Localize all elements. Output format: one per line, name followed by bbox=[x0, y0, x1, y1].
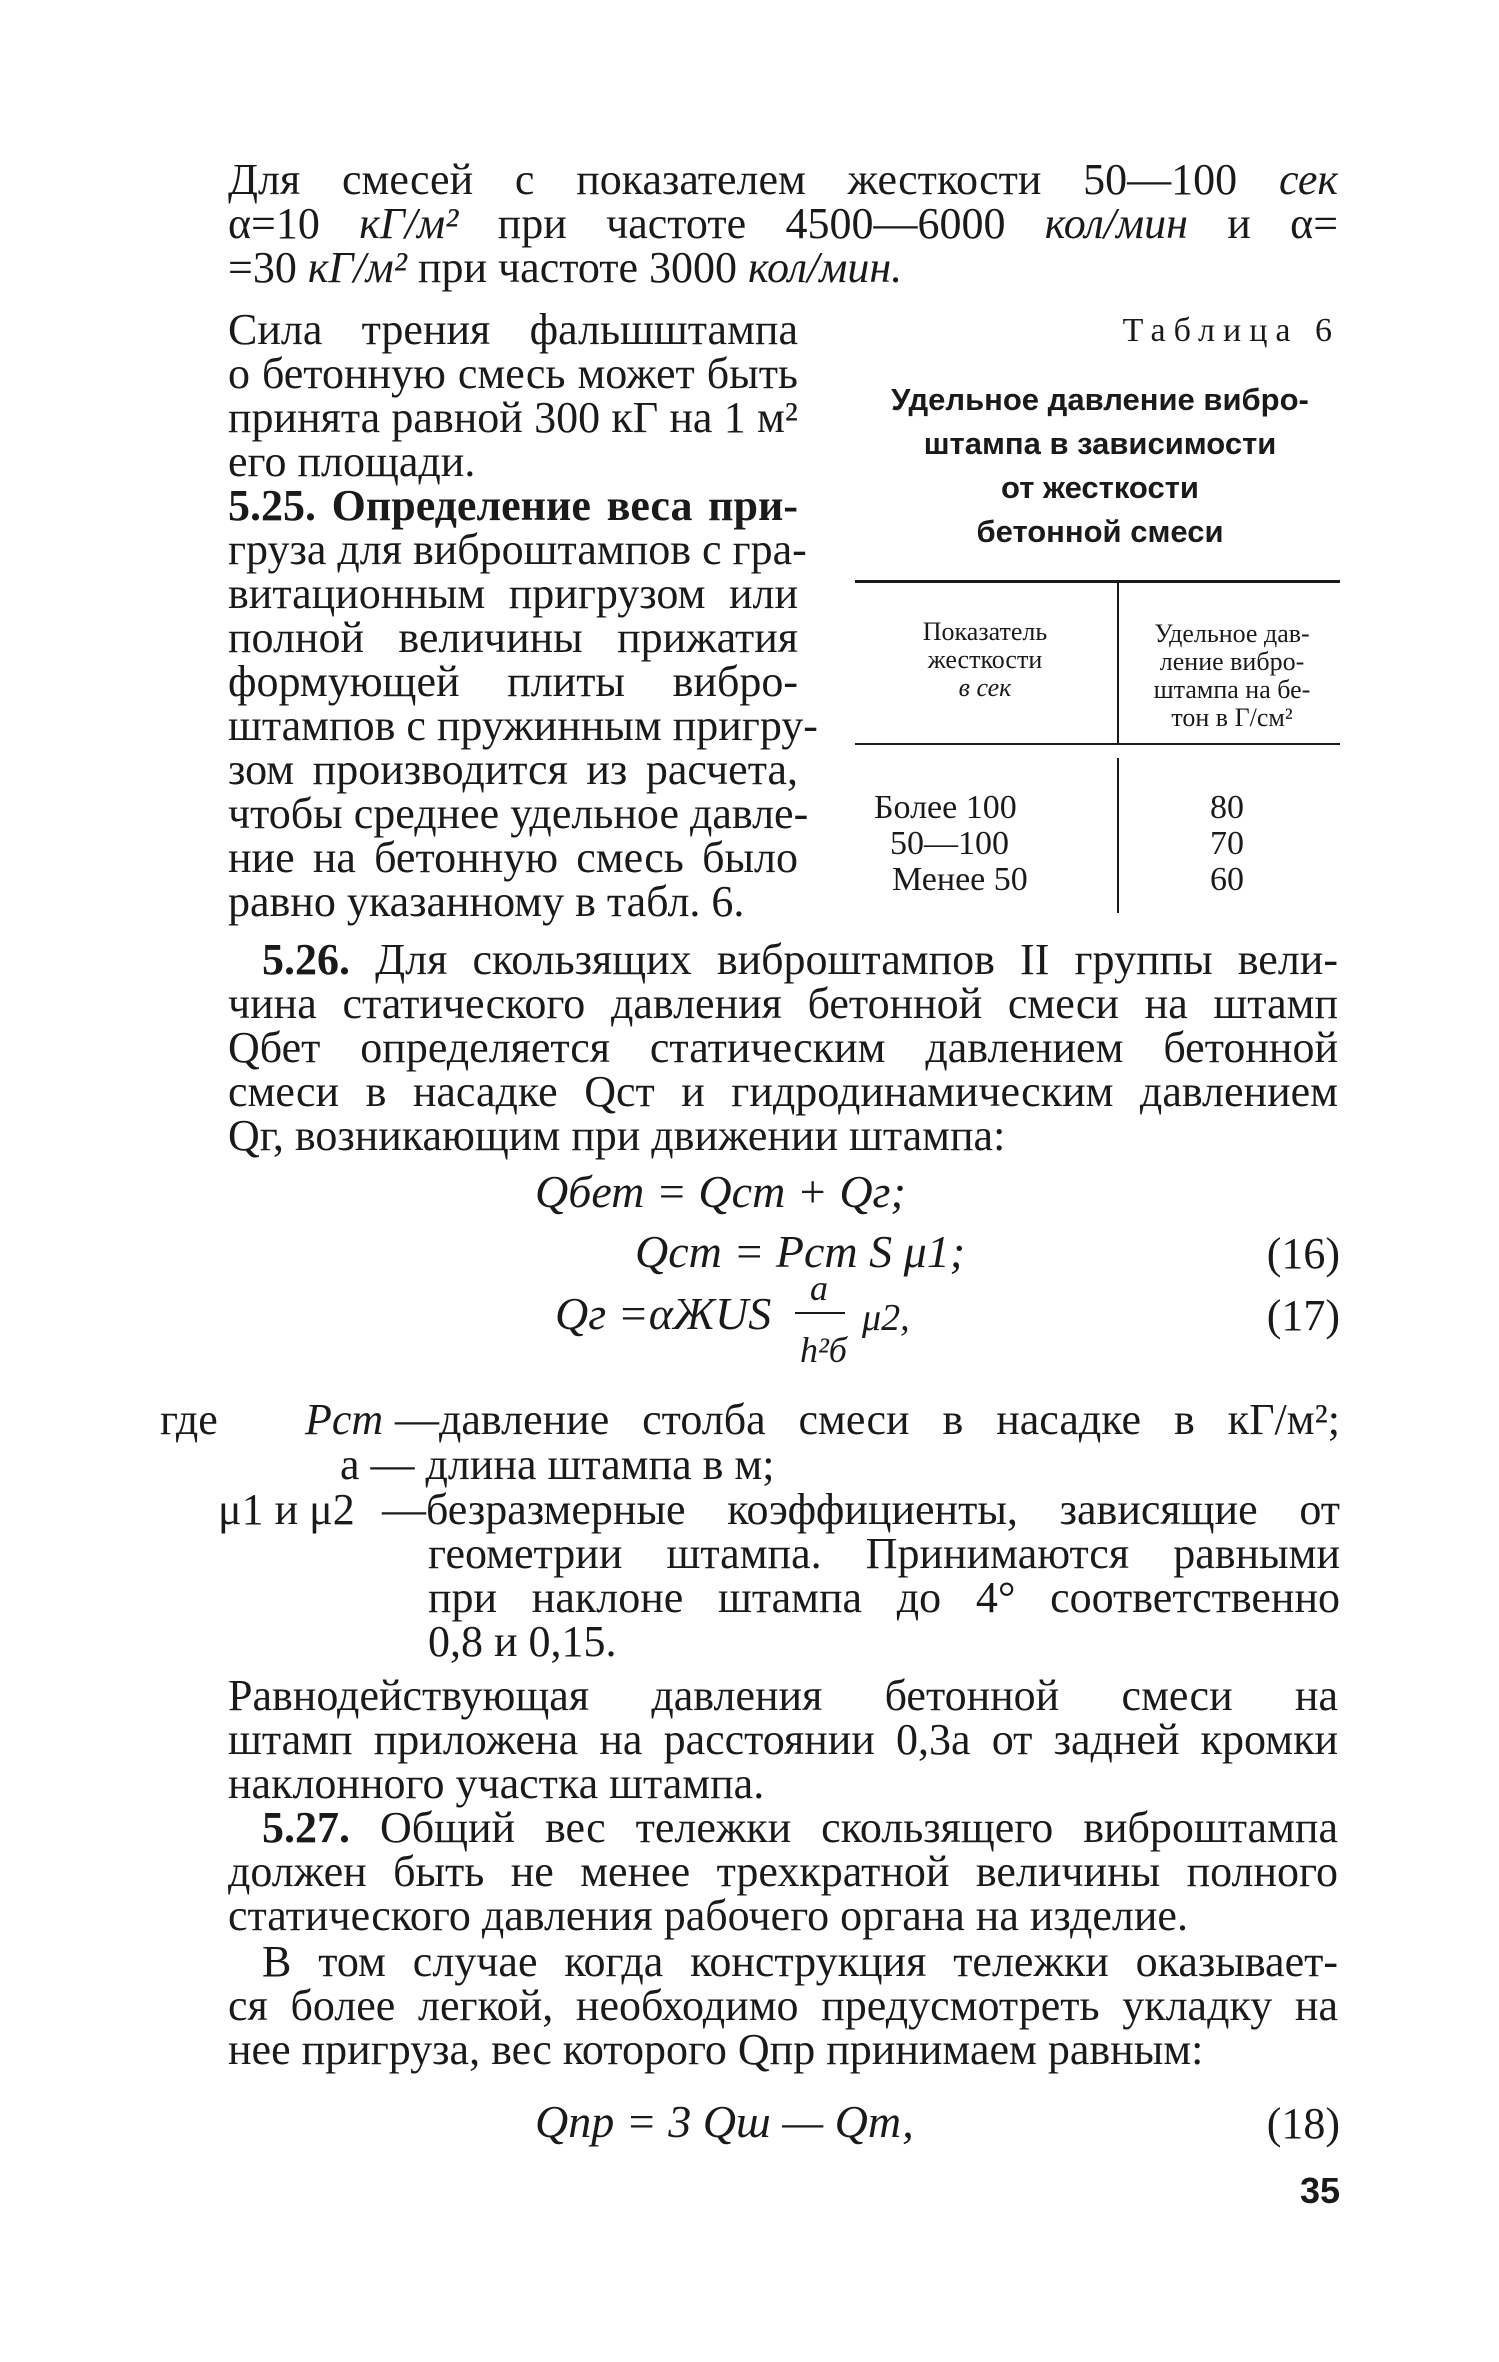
intro-text: при частоте 3000 bbox=[417, 243, 738, 292]
table-header-text: в сек bbox=[958, 673, 1012, 702]
table-header-text: тон в Г/см² bbox=[1171, 703, 1293, 732]
table-header-text: Удельное дав- bbox=[1154, 619, 1310, 648]
table-caption: бетонной смеси bbox=[976, 514, 1224, 549]
table-header-text: ление вибро- bbox=[1159, 647, 1305, 676]
intro-line-2 bbox=[228, 199, 1339, 248]
definition-symbol: Pст bbox=[305, 1395, 384, 1444]
section-527-line: статического давления рабочего органа на изделие. bbox=[228, 1891, 1188, 1940]
intro-text: α=10 bbox=[228, 199, 320, 248]
definition-text: геометрии штампа. Принимаются равными bbox=[428, 1529, 1340, 1578]
left-line: равно указанному в табл. 6. bbox=[228, 877, 745, 926]
table-header-divider bbox=[1117, 583, 1119, 743]
closing-line: нее пригруза, вес которого Qпр принимаем равным: bbox=[228, 2025, 1204, 2074]
equation-17-numerator: a bbox=[810, 1268, 828, 1308]
table-cell-pressure: 70 bbox=[1210, 825, 1244, 862]
table-cell-stiffness: Менее 50 bbox=[892, 861, 1028, 898]
left-line: ние на бетонную смесь было bbox=[228, 833, 798, 882]
left-line: витационным пригрузом или bbox=[228, 569, 798, 618]
resultant-line: штамп приложена на расстоянии 0,3a от задней кромки bbox=[228, 1715, 1338, 1764]
intro-unit: кГ/м² bbox=[359, 199, 459, 248]
left-line: его площади. bbox=[228, 437, 476, 486]
equation-number-16: (16) bbox=[1266, 1229, 1340, 1278]
equation-17-denominator: h²б bbox=[800, 1330, 847, 1370]
definitions-where: где bbox=[160, 1395, 218, 1444]
closing-line: В том случае когда конструкция тележки оказывает- bbox=[262, 1937, 1338, 1986]
section-526-line: Qбет определяется статическим давлением бетонной bbox=[228, 1023, 1338, 1072]
left-line: зом производится из расчета, bbox=[228, 745, 798, 794]
left-line: груза для виброштампов с гра- bbox=[228, 525, 807, 574]
equation-17-fraction-bar bbox=[795, 1312, 845, 1314]
equation-16: Qст = Pст S μ1; bbox=[635, 1226, 966, 1277]
intro-unit: кГ/м² bbox=[307, 243, 407, 292]
intro-text: Для смесей с показателем жесткости 50—100 bbox=[228, 155, 1238, 204]
section-527-line-1 bbox=[262, 1803, 1339, 1852]
left-line: принята равной 300 кГ на 1 м² bbox=[228, 393, 798, 442]
definition-text: a — длина штампа в м; bbox=[340, 1440, 775, 1489]
section-526-line: смеси в насадке Qст и гидродинамическим давлением bbox=[228, 1067, 1338, 1116]
table-header-left bbox=[860, 618, 1110, 702]
section-527-line: должен быть не менее трехкратной величины полного bbox=[228, 1847, 1338, 1896]
closing-line: ся более легкой, необходимо предусмотреть укладку на bbox=[228, 1981, 1338, 2030]
definition-symbol: μ1 и μ2 bbox=[218, 1485, 355, 1534]
intro-text: =30 bbox=[228, 243, 297, 292]
section-text: Общий вес тележки скользящего виброштампа bbox=[379, 1803, 1339, 1852]
intro-unit: кол/мин. bbox=[748, 243, 903, 292]
section-526-line-1 bbox=[262, 935, 1338, 984]
definition-text: —давление столба смеси в насадке в кГ/м²; bbox=[395, 1395, 1340, 1444]
table-cell-pressure: 80 bbox=[1210, 789, 1244, 826]
left-line: штампов с пружинным пригру- bbox=[228, 701, 818, 750]
table-number: Таблица 6 bbox=[1122, 312, 1340, 349]
section-number: 5.26. bbox=[262, 935, 350, 984]
table-cell-stiffness: Более 100 bbox=[874, 789, 1017, 826]
table-cell-pressure: 60 bbox=[1210, 861, 1244, 898]
table-top-rule bbox=[855, 580, 1340, 583]
definition-text: 0,8 и 0,15. bbox=[428, 1617, 617, 1666]
equation-18: Qпр = 3 Qш — Qт, bbox=[535, 2096, 914, 2147]
intro-text: и α= bbox=[1227, 199, 1339, 248]
definition-text: при наклоне штампа до 4° соответственно bbox=[428, 1573, 1340, 1622]
resultant-line: наклонного участка штампа. bbox=[228, 1759, 765, 1808]
page-number: 35 bbox=[1299, 2170, 1340, 2211]
definition-text: —безразмерные коэффициенты, зависящие от bbox=[382, 1485, 1340, 1534]
intro-unit: сек bbox=[1278, 155, 1338, 204]
table-header-text: жесткости bbox=[927, 645, 1043, 674]
resultant-line: Равнодействующая давления бетонной смеси на bbox=[228, 1671, 1338, 1720]
intro-line-3 bbox=[228, 243, 1338, 292]
left-line: о бетонную смесь может быть bbox=[228, 349, 798, 398]
equation-17-right: μ2, bbox=[862, 1297, 910, 1339]
equation-number-18: (18) bbox=[1266, 2099, 1340, 2148]
intro-text: при частоте 4500—6000 bbox=[497, 199, 1006, 248]
left-line: формующей плиты вибро- bbox=[228, 657, 798, 706]
left-line: чтобы среднее удельное давле- bbox=[228, 789, 809, 838]
table-header-text: штампа на бе- bbox=[1153, 675, 1311, 704]
left-line: полной величины прижатия bbox=[228, 613, 798, 662]
intro-line-1 bbox=[228, 155, 1338, 204]
equation-qbet: Qбет = Qст + Qг; bbox=[535, 1166, 906, 1217]
table-caption: от жесткости bbox=[1001, 470, 1199, 505]
table-caption: Удельное давление вибро- bbox=[891, 382, 1309, 417]
table-caption: штампа в зависимости bbox=[923, 426, 1277, 461]
table-header-right bbox=[1122, 620, 1342, 732]
table-header-rule bbox=[855, 743, 1340, 745]
table-body-divider bbox=[1117, 758, 1119, 913]
equation-number-17: (17) bbox=[1266, 1291, 1340, 1340]
table-header-text: Показатель bbox=[922, 617, 1048, 646]
table-cell-stiffness: 50—100 bbox=[890, 825, 1009, 862]
section-526-line: Qг, возникающим при движении штампа: bbox=[228, 1111, 1006, 1160]
section-number: 5.27. bbox=[262, 1803, 350, 1852]
section-525-heading: 5.25. Определение веса при- bbox=[228, 481, 798, 530]
section-526-line: чина статического давления бетонной смеси на штамп bbox=[228, 979, 1338, 1028]
intro-unit: кол/мин bbox=[1044, 199, 1188, 248]
section-text: Для скользящих виброштампов II группы вели- bbox=[375, 935, 1338, 984]
equation-17-left: Qг =αЖUS bbox=[555, 1288, 772, 1339]
left-line: Сила трения фальшштампа bbox=[228, 305, 798, 354]
